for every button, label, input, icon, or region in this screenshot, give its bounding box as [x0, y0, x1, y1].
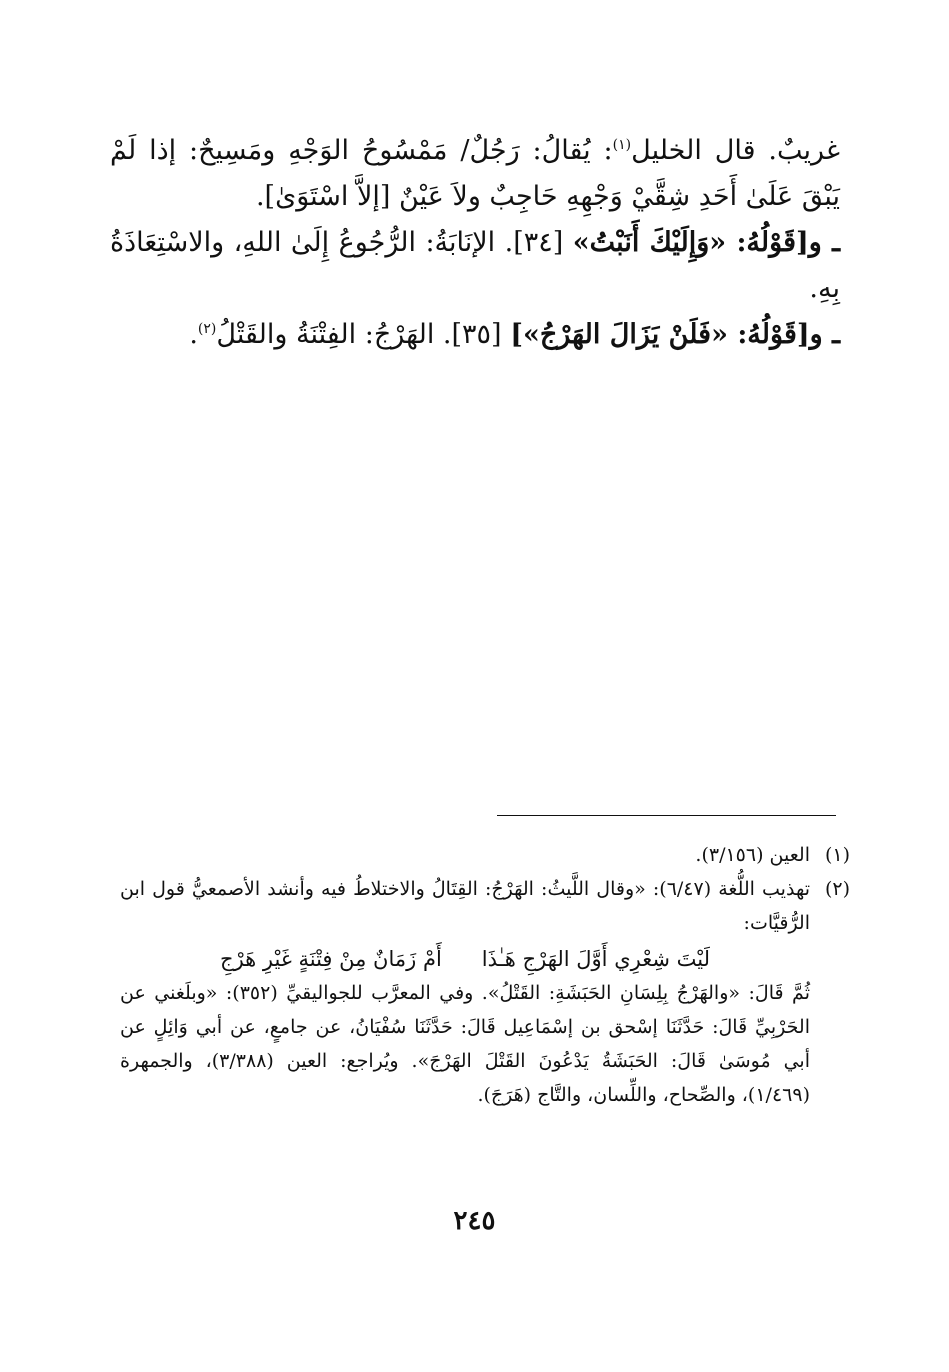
footnote-ref-1[interactable]: (١) [612, 137, 632, 153]
quote-falan-yazala-alharj: ـ و[قَوْلُهُ: «فَلَنْ يَزَالَ الهَرْجُ»] [510, 319, 840, 350]
footnote-intro: تهذيب اللُّغة (٦/٤٧): «وقال اللَّيثُ: الهَرْجُ: القِتَالُ والاختلاطُ فيه وأنشد الأصمعيُّ قول ابن الرُّقيَّات: [120, 878, 810, 934]
main-text [110, 128, 840, 358]
footnote-number: (١) [824, 844, 850, 866]
footnote-number: (٢) [824, 878, 850, 900]
footnote-ref-2[interactable]: (٢) [197, 321, 217, 337]
paragraph-harj-rest: [٣٥]. الهَرْجُ: الفِتْنَةُ والقَتْلُ [216, 319, 502, 350]
footnote-2 [120, 872, 850, 1112]
paragraph-gharib [110, 128, 840, 220]
footnote-text: العين (٣/١٥٦). [695, 844, 810, 866]
poetry-verse [120, 942, 810, 976]
footnote-body [120, 872, 810, 1112]
footnote-1 [120, 838, 850, 872]
page-number: ٢٤٥ [453, 1206, 496, 1236]
footnote-continuation: ثُمَّ قَالَ: «والهَرْجُ بِلِسَانِ الحَبَشَةِ: القَتْلُ». وفي المعرَّب للجواليقيِّ (٣٥٢): «وبلَغني عن الحَرْبِيِّ قَالَ: حَدَّثَنَا إسْحق بن إسْمَاعِيل قَالَ: حَدَّثَنَا سُفْيَانُ، عن جامعٍ، عن أبي وَائِلٍ عن أبي مُوسَىٰ قَالَ: الحَبَشَةُ يَدْعُونَ القَتْلَ الهَرْجَ». ويُراجع: العين (٣/٣٨٨)، والجمهرة (١/٤٦٩)، والصِّحاح، واللِّسان، والتَّاج (هَرَجَ). [120, 982, 810, 1106]
verse-second-hemistich: أَمْ زَمَانٌ مِنْ فِتْنَةٍ غَيْرِ هَرْجِ [220, 947, 442, 971]
paragraph-anabtu [110, 220, 840, 312]
footnote-divider [497, 815, 836, 816]
paragraph-anabtu-rest: [٣٤]. الإنَابَةُ: الرُّجُوعُ إِلَىٰ اللهِ، والاسْتِعَاذَةُ بِهِ. [110, 227, 840, 304]
paragraph-gharib-text: غريبٌ. قال الخليل [631, 135, 841, 166]
paragraph-gharib-rest: : يُقالُ: رَجُلٌ/ مَمْسُوحُ الوَجْهِ ومَسِيحٌ: إذا لَمْ يَبْقَ عَلَىٰ أَحَدِ شِقَّيْ وَجْهِهِ حَاجِبٌ ولاَ عَيْنٌ [إلاَّ اسْتَوَىٰ]. [110, 135, 840, 212]
paragraph-harj [110, 312, 840, 358]
paragraph-harj-end: . [189, 319, 198, 350]
footnotes [120, 838, 850, 1112]
quote-wa-ilayka-anabtu: ـ و[قَوْلُهُ: «وَإِلَيْكَ أَنَبْتُ» [572, 227, 840, 258]
verse-first-hemistich: لَيْتَ شِعْرِي أَوَّلَ الهَرْجِ هَـٰذَا [481, 947, 710, 971]
